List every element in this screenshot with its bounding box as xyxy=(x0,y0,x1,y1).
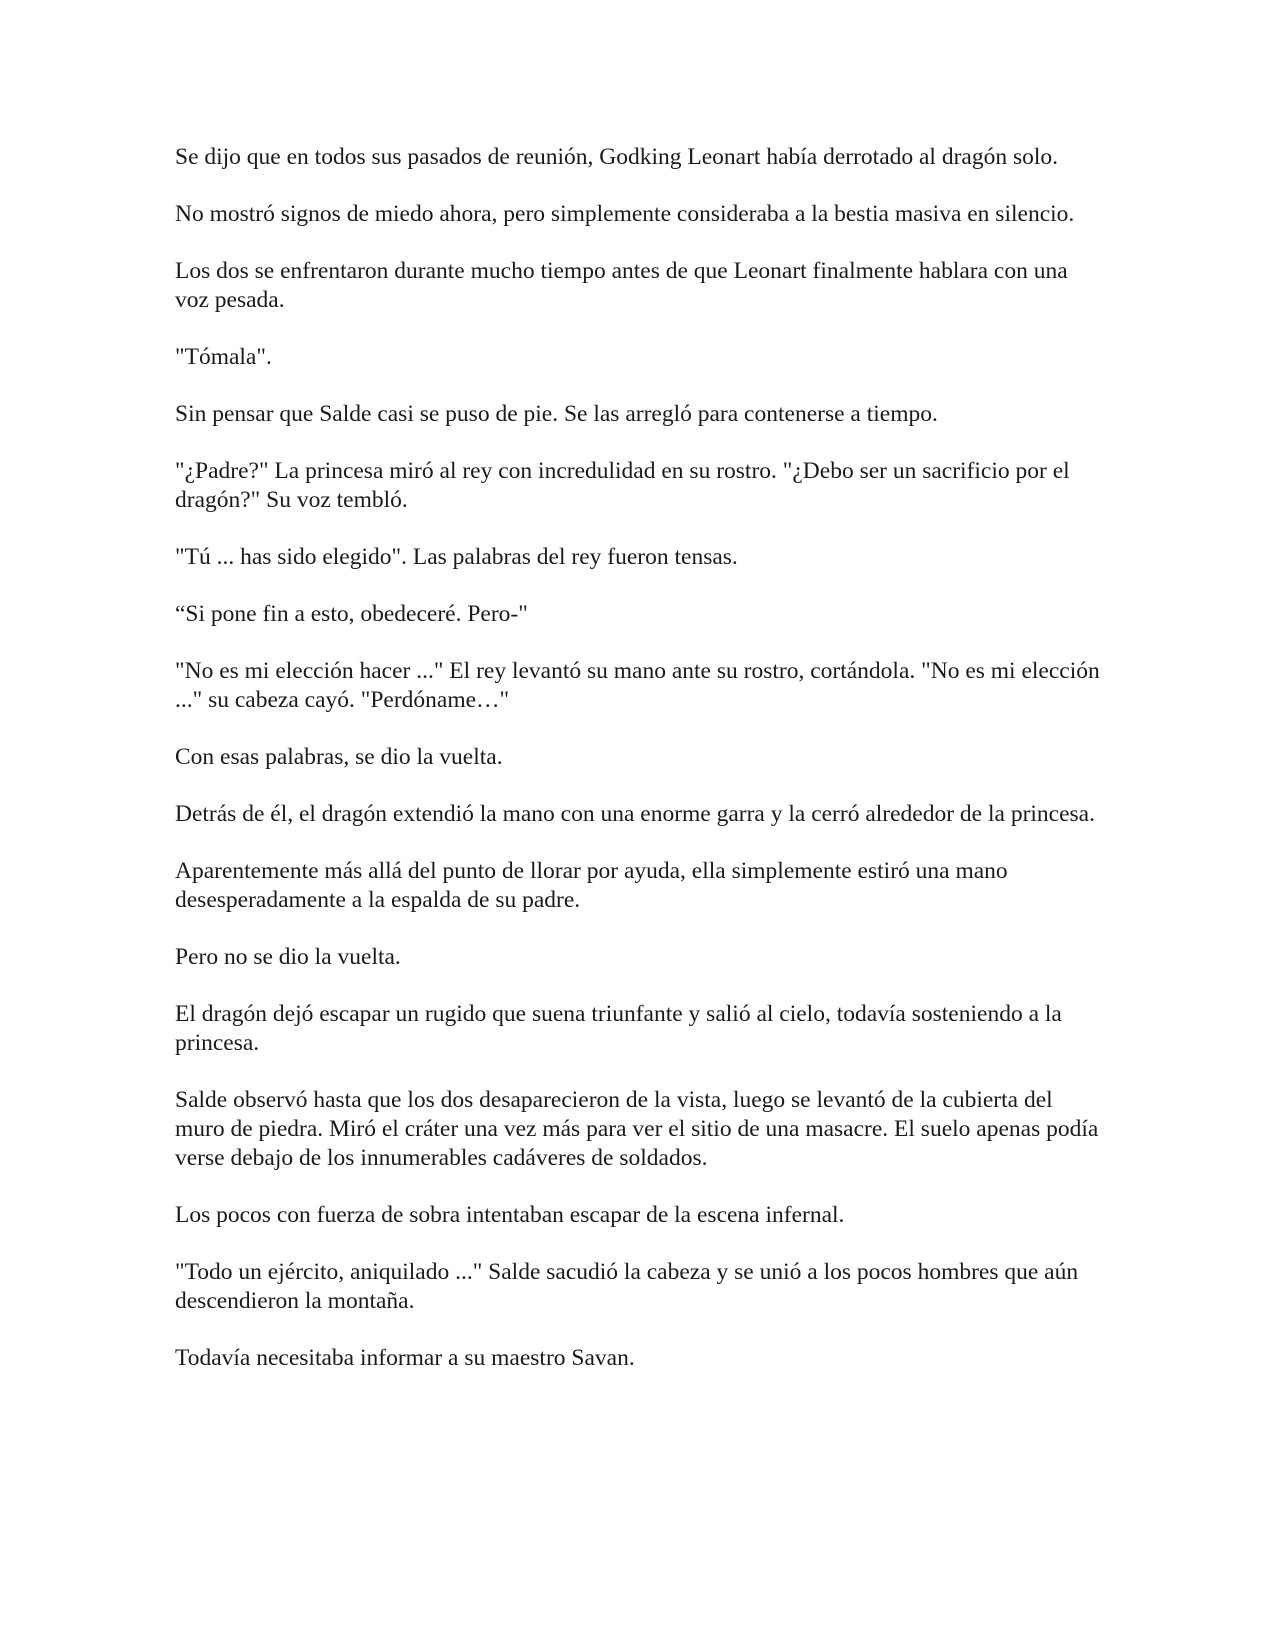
paragraph: El dragón dejó escapar un rugido que suena triunfante y salió al cielo, todavía sosteniendo a la princesa. xyxy=(175,1001,1062,1056)
paragraph: Aparentemente más allá del punto de llorar por ayuda, ella simplemente estiró una mano desesperadamente a la espalda de su padre. xyxy=(175,858,1008,913)
paragraph: Sin pensar que Salde casi se puso de pie. Se las arregló para contenerse a tiempo. xyxy=(175,401,938,427)
paragraph: Con esas palabras, se dio la vuelta. xyxy=(175,744,503,770)
paragraph: Pero no se dio la vuelta. xyxy=(175,944,401,970)
paragraph: "Tú ... has sido elegido". Las palabras del rey fueron tensas. xyxy=(175,544,738,570)
paragraph: "¿Padre?" La princesa miró al rey con incredulidad en su rostro. "¿Debo ser un sacrificio por el dragón?" Su voz tembló. xyxy=(175,458,1070,513)
paragraph: Los dos se enfrentaron durante mucho tiempo antes de que Leonart finalmente hablara con una voz pesada. xyxy=(175,258,1068,313)
paragraph: Salde observó hasta que los dos desaparecieron de la vista, luego se levantó de la cubierta del muro de piedra. Miró el cráter una vez más para ver el sitio de una masacre. El suelo apenas podía verse debajo de los innumerables cadáveres de soldados. xyxy=(175,1087,1099,1171)
paragraph: Todavía necesitaba informar a su maestro Savan. xyxy=(175,1345,635,1371)
paragraph: No mostró signos de miedo ahora, pero simplemente consideraba a la bestia masiva en silencio. xyxy=(175,201,1075,227)
paragraph: "Todo un ejército, aniquilado ..." Salde sacudió la cabeza y se unió a los pocos hombres que aún descendieron la montaña. xyxy=(175,1259,1079,1314)
paragraph: Se dijo que en todos sus pasados de reunión, Godking Leonart había derrotado al dragón solo. xyxy=(175,144,1059,170)
paragraph: Detrás de él, el dragón extendió la mano con una enorme garra y la cerró alrededor de la princesa. xyxy=(175,801,1095,827)
document-body xyxy=(175,143,1105,1401)
paragraph: Los pocos con fuerza de sobra intentaban escapar de la escena infernal. xyxy=(175,1202,845,1228)
paragraph: "Tómala". xyxy=(175,344,272,370)
paragraph: "No es mi elección hacer ..." El rey levantó su mano ante su rostro, cortándola. "No es mi elección ..." su cabeza cayó. "Perdóname…" xyxy=(175,658,1100,713)
paragraph: “Si pone fin a esto, obedeceré. Pero-" xyxy=(175,601,528,627)
